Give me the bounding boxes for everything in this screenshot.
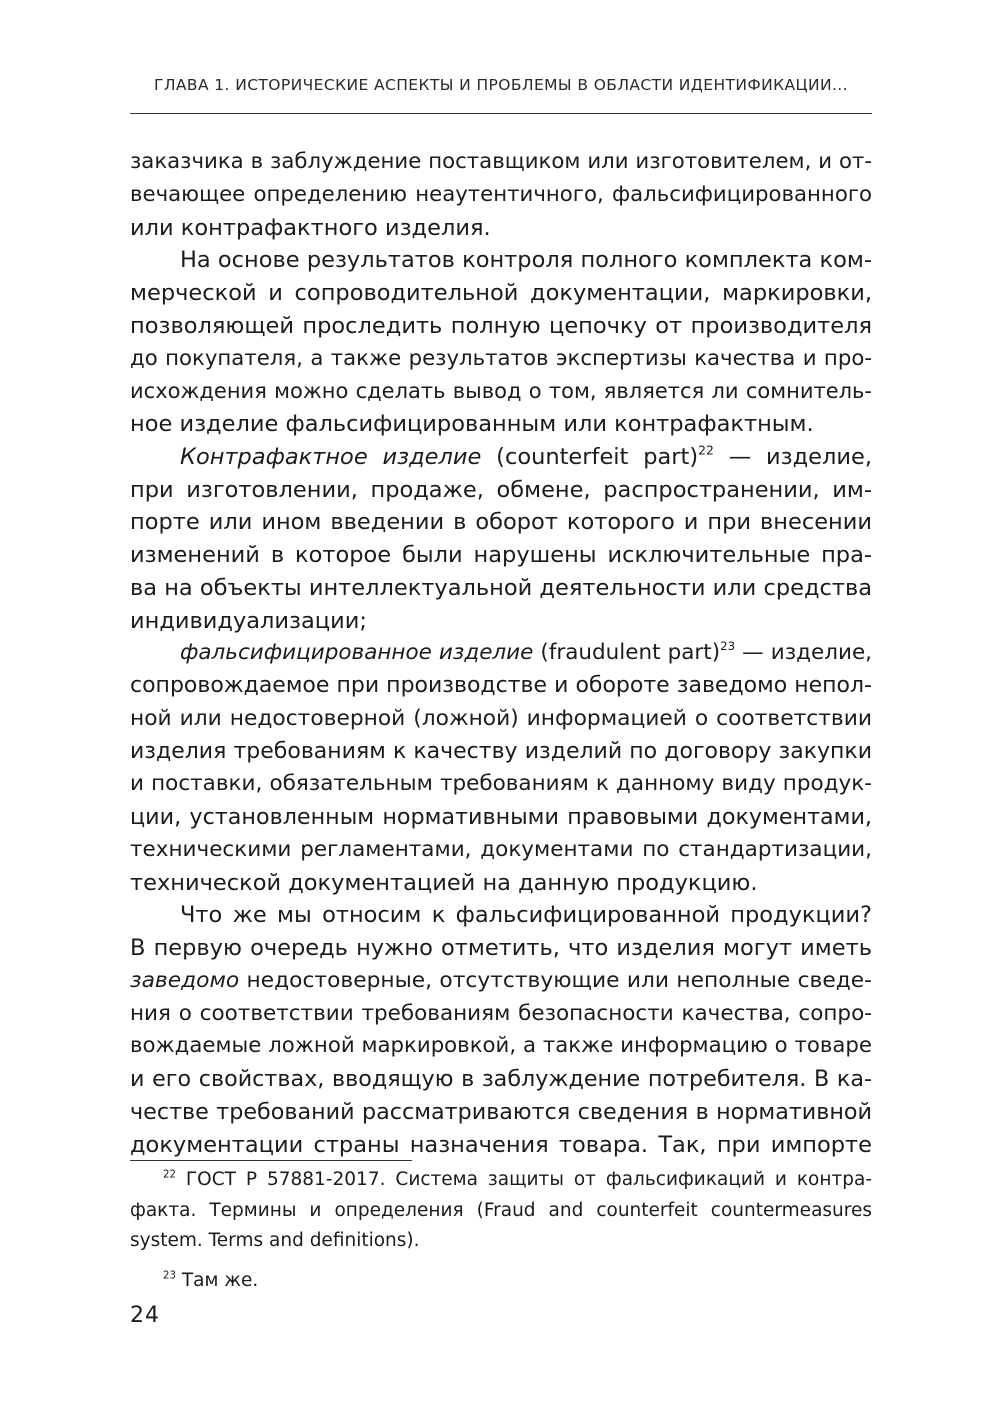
emphasis-italic: заведомо	[130, 967, 240, 993]
footnote-text: Там же.	[175, 1269, 259, 1291]
text-line: вождаемые ложной маркировкой, а также информацию о товаре	[130, 1033, 872, 1059]
text-line: и поставки, обязательным требованиям к данному виду продук-	[130, 771, 872, 797]
text-run: недостоверные, отсутствующие или неполные сведе-	[239, 967, 872, 993]
text-line	[130, 965, 872, 998]
text-line: исхождения можно сделать вывод о том, является ли сомнитель-	[130, 379, 872, 404]
text-line: ции, установленным нормативными правовыми документами,	[130, 804, 872, 830]
footnote-ref-23[interactable]: 23	[720, 639, 736, 654]
text-line: при изготовлении, продаже, обмене, распространении, им-	[130, 476, 872, 503]
text-line: технической документацией на данную продукцию.	[130, 869, 758, 896]
term-counterfeit-part: Контрафактное изделие	[180, 443, 482, 470]
footnote-number: 22	[163, 1169, 176, 1181]
definition-dash: — изделие,	[713, 443, 873, 470]
text-line: порте или ином введении в оборот которого и при внесении	[130, 509, 872, 536]
text-line: ния о соответствии требованиям безопасности качества, сопро-	[130, 1000, 872, 1026]
body-text	[130, 146, 872, 1161]
footnote-text: ГОСТ Р 57881-2017. Система защиты от фальсификаций и контра-	[175, 1169, 872, 1190]
definition-line	[130, 441, 872, 474]
text-line: ной или недостоверной (ложной) информацией о соответствии	[130, 705, 872, 731]
text-line: В первую очередь нужно отметить, что изделия могут иметь	[130, 935, 872, 961]
text-line: вечающее определению неаутентичного, фальсифицированного	[130, 181, 872, 207]
footnote-23	[130, 1266, 872, 1297]
header-rule	[130, 113, 872, 114]
term-fraudulent-part: фальсифицированное изделие	[180, 640, 534, 666]
page-number: 24	[130, 1303, 160, 1328]
text-line: мерческой и сопроводительной документации, маркировки,	[130, 280, 872, 306]
text-line: индивидуализации;	[130, 607, 367, 634]
text-line: изделия требованиям к качеству изделий по договору закупки	[130, 738, 872, 764]
text-line: позволяющей проследить полную цепочку от производителя	[130, 312, 872, 339]
text-line: заказчика в заблуждение поставщиком или изготовителем, и от-	[130, 149, 872, 174]
footnote-number: 23	[163, 1269, 176, 1281]
footnote-rule	[130, 1160, 412, 1161]
text-line: и его свойствах, вводящую в заблуждение потребителя. В ка-	[130, 1066, 872, 1092]
text-line: На основе результатов контроля полного комплекта ком-	[180, 247, 872, 274]
running-head: ГЛАВА 1. ИСТОРИЧЕСКИЕ АСПЕКТЫ И ПРОБЛЕМЫ В ОБЛАСТИ ИДЕНТИФИКАЦИИ...	[154, 76, 848, 94]
text-line: документации страны назначения товара. Так, при импорте	[130, 1131, 872, 1158]
text-line: ва на объекты интеллектуальной деятельности или средства	[130, 574, 873, 601]
definition-dash: — изделие,	[735, 640, 872, 666]
text-line: техническими регламентами, документами по стандартизации,	[130, 836, 872, 862]
text-line: изменений в которое были нарушены исключительные пра-	[130, 542, 872, 568]
footnotes	[130, 1165, 872, 1296]
footnote-line: system. Terms and definitions).	[130, 1230, 420, 1251]
footnote-22	[130, 1165, 872, 1196]
text-line: до покупателя, а также результатов экспертизы качества и про-	[130, 345, 872, 371]
footnote-ref-22[interactable]: 22	[698, 443, 714, 458]
text-line: Что же мы относим к фальсифицированной продукции?	[180, 902, 872, 929]
text-line: сопровождаемое при производстве и обороте заведомо непол-	[130, 673, 872, 698]
term-english: (counterfeit part)	[481, 443, 699, 470]
footnote-line: факта. Термины и определения (Fraud and counterfeit countermeasures	[130, 1199, 872, 1221]
term-english: (fraudulent part)	[533, 640, 721, 666]
text-line: или контрафактного изделия.	[130, 214, 491, 241]
text-line: честве требований рассматриваются сведения в нормативной	[130, 1098, 872, 1125]
text-line: ное изделие фальсифицированным или контрафактным.	[130, 411, 814, 437]
definition-line	[130, 637, 872, 670]
